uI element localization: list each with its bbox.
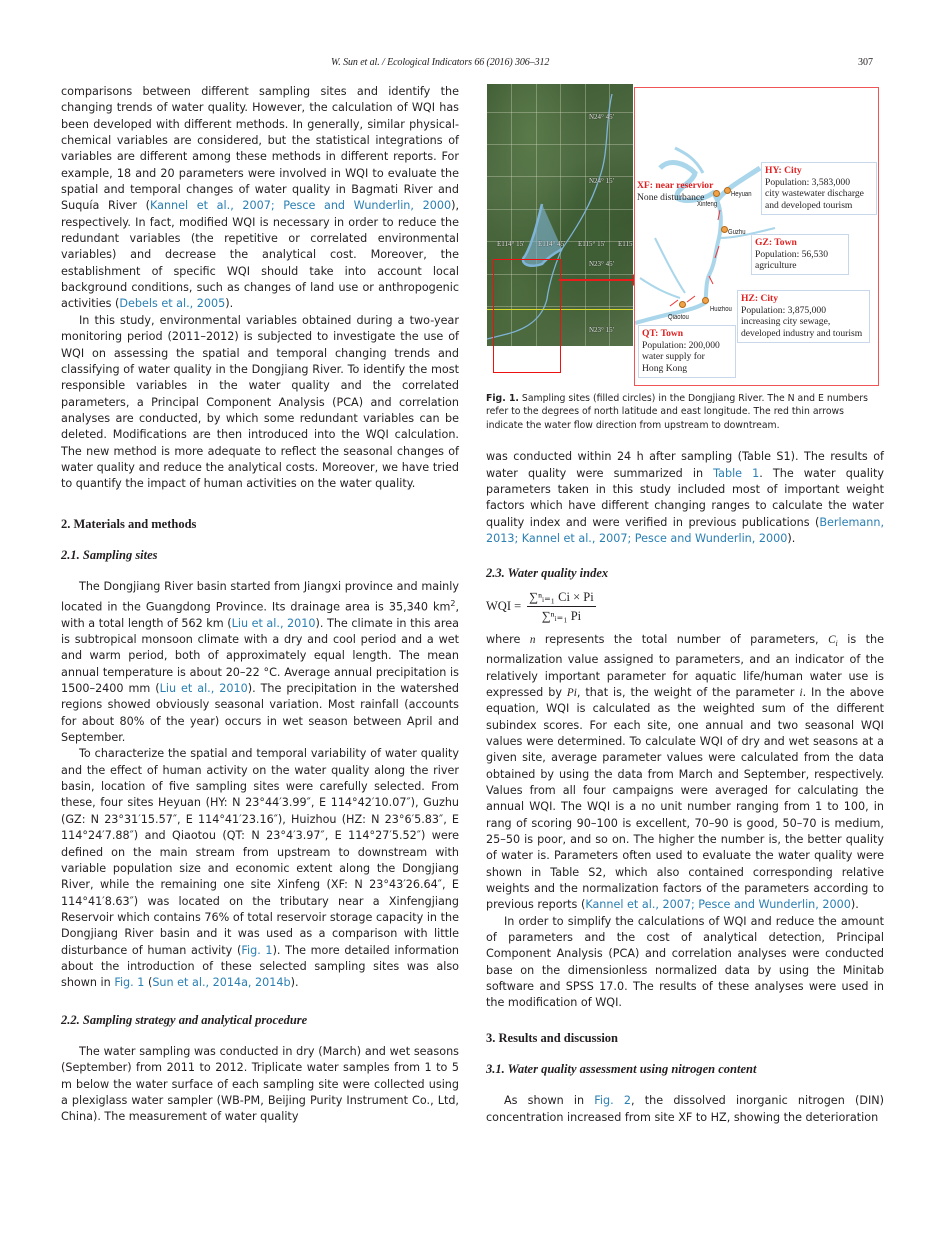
subsection-heading: 2.3. Water quality index [486, 566, 609, 581]
satellite-map-image: N24° 45' N24° 15' E114° 15' E114° 45' E115° 15' E115 N23° 45' N23° 15' [487, 84, 633, 346]
citation-link[interactable]: Debels et al., 2005 [119, 297, 226, 311]
site-box-gz: GZ: Town Population: 56,530 agriculture [751, 234, 849, 275]
wqi-formula: WQI = $\frac{\text{∑ⁿᵢ₌₁ Ci × Pi}}{\text{∑ⁿᵢ₌₁ Pi}}$ [486, 589, 594, 624]
citation-link[interactable]: Kannel et al., 2007; Pesce and Wunderlin, 2000 [149, 199, 452, 213]
right-column [486, 84, 884, 1126]
citation-link[interactable]: Liu et al., 2010 [159, 682, 248, 696]
citation-link[interactable]: Sun et al., 2014a, 2014b [152, 976, 291, 990]
site-box-hz: HZ: City Population: 3,875,000 increasing city sewage, developed industry and tourism [737, 290, 870, 343]
site-dot-qiaotou [679, 301, 686, 308]
subsection-heading: 2.2. Sampling strategy and analytical procedure [61, 1012, 308, 1027]
citation-link[interactable]: Kannel et al., 2007; Pesce and Wunderlin, 2000 [585, 898, 851, 912]
study-area-box [493, 259, 561, 373]
journal-citation: W. Sun et al. / Ecological Indicators 66 (2016) 306–312 [331, 57, 550, 68]
formula-fraction: $\frac{\text{∑ⁿᵢ₌₁ Ci × Pi}}{\text{∑ⁿᵢ₌₁ Pi}}$ [529, 589, 594, 624]
site-box-qt: QT: Town Population: 200,000 water supply for Hong Kong [638, 325, 736, 378]
subsection-heading: 2.1. Sampling sites [61, 547, 158, 562]
citation-link[interactable]: Liu et al., 2010 [231, 616, 316, 630]
site-label-xf: XF: near reservior None disturbance [637, 180, 714, 203]
site-box-hy: HY: City Population: 3,583,000 city wastewater discharge and developed tourism [761, 162, 877, 215]
site-dot-heyuan [724, 187, 731, 194]
paragraph-sampling-sites: To characterize the spatial and temporal variability of water quality and the effect of human activity on the water quality along the river basin, location of five sampling sites were carefully selected. From these, four sites Heyuan (HY: N 23°44′3.99″, E 114°42′10.07″), Guzhu (GZ: N 23°31′15.57″, E 114°41′23.16″), Huizhou (HZ: N 23°6′5.83″, E 114°24′7.88″) and Qiaotou (QT: N 23°4′3.97″, E 114°27′5.52″) were defined on the main stream from upstream to downstream with variable population size and economic extent along the Dongjiang River, while the remaining one site Xinfeng (XF: N 23°43′26.64″, E 114°41′8.63″) was located on the tributary near a Xinfengjiang Reservoir which contains 76% of total reservoir storage capacity in the Dongjiang River basin and it was used as a comparison with little disturbance of human activity (Fig. 1). The more detailed information about the introduction of these selected sampling sites was also shown in Fig. 1 (Sun et al., 2014a, 2014b). [61, 747, 460, 990]
zoom-pointer-arrow [559, 279, 633, 281]
paragraph-study-aim: In this study, environmental variables obtained during a two-year monitoring period (2011–2012) is subjected to investigate the use of WQI on assessing the spatial and temporal changing trends and classifying of water quality in the Dongjiang River. To identify the most responsible variables in the water quality and the correlated parameters, a Principal Component Analysis (PCA) and correlation analyses are conducted, by which some redundant variables can be deleted. Modifications are then introduced into the WQI calculation. The new method is more adequate to reflect the seasonal changes of water quality and reduce the analytical costs. Moreover, we have tried to quantify the impact of human activities on the water quality. [61, 313, 459, 491]
section-heading: 3. Results and discussion [486, 1030, 618, 1045]
paragraph-wqi-definition: where n represents the total number of parameters, $C_i$ is the normalization value assigned to parameters, and an indicator of the relatively important parameter for aquatic life/human water use is expressed by Pi, that is, the weight of the parameter i. In the above equation, WQI is calculated as the weighted sum of the different subindex scores. For each site, one annual and two seasonal WQI values were determined. To calculate WQI of dry and wet seasons at a given site, average parameter values were calculated from the data obtained by using the data from March and September, respectively. Values from all four campaigns were averaged for calculating the annual WQI. The WQI is a no unit number ranging from 1 to 100, in rang of scoring 90–100 is excellent, 70–90 is good, 50–70 is medium, 25–50 is poor, and so on. The higher the number is, the better quality of water is. Parameters often used to evaluate the water quality were shown in Table S2, which also contained corresponding relative weights and the normalization factors of the parameters according to previous reports (Kannel et al., 2007; Pesce and Wunderlin, 2000). [486, 632, 885, 912]
site-dot-guzhu [721, 226, 728, 233]
paragraph-measurement: was conducted within 24 h after sampling (Table S1). The results of water quality were summarized in Table 1. The water quality parameters taken in this study included most of important weight factors which have different changing ranges to calculate the water quality index and were verified in previous publications (Berlemann, 2013; Kannel et al., 2007; Pesce and Wunderlin, 2000). [486, 450, 885, 545]
site-dot-xinfeng [713, 190, 720, 197]
paragraph-pca: In order to simplify the calculations of WQI and reduce the amount of parameters and the cost of analytical detection, Principal Component Analysis (PCA) and correlation analyses were conducted base on the dimensionless normalized data by using the Minitab software and SPSS 17.0. The results of these analyses were used in the modification of WQI. [486, 914, 884, 1010]
sampling-site-detail-panel: Xinfeng Heyuan Guzhu Huizhou Qiaotou XF: near reservior None disturbance HY: City Population: 3,583,000 city wastewater discharge and developed tourism GZ: Town Population: 56,530 agriculture HZ: City Population: 3,875,000 increasing city sewage, developed industry and tourism QT: Town Population: 200,000 water supply for Hong Kong [634, 87, 879, 386]
citation-link[interactable]: Berlemann, 2013; Kannel et al., 2007; Pesce and Wunderlin, 2000 [486, 515, 884, 545]
left-column [61, 84, 459, 1126]
paragraph-nitrogen: As shown in Fig. 2, the dissolved inorganic nitrogen (DIN) concentration increased from site XF to HZ, showing the deterioration [486, 1094, 884, 1124]
subsection-heading: 3.1. Water quality assessment using nitrogen content [486, 1062, 757, 1077]
table-link[interactable]: Table 1 [713, 466, 760, 480]
figure-link[interactable]: Fig. 2 [594, 1094, 632, 1108]
figure-1-map [487, 84, 878, 386]
figure-link[interactable]: Fig. 1 [241, 943, 273, 957]
page-number: 307 [858, 57, 873, 68]
paragraph-river-basin: The Dongjiang River basin started from Jiangxi province and mainly located in the Guangdong Province. Its drainage area is 35,340 $km^2$, with a total length of 562 km (Liu et al., 2010). The climate in this area is subtropical monsoon climate with a dry and cool period and a wet and warm period, both of approximately equal length. The mean annual temperature is about 20–22 °C. Average annual precipitation is 1500–2400 mm (Liu et al., 2010). The precipitation in the watershed regions showed obviously seasonal variation. Most rainfall (accounts for about 80% of the year) occurs in wet season between April and September. [61, 580, 460, 745]
figure-link[interactable]: Fig. 1 [114, 976, 145, 990]
site-dot-huizhou [702, 297, 709, 304]
section-heading: 2. Materials and methods [61, 516, 197, 531]
paragraph-sampling-strategy: The water sampling was conducted in dry (March) and wet seasons (September) from 2011 to 2012. Triplicate water samples from 1 to 5 m below the water surface of each sampling site were collected using a plexiglass water sampler (WB-PM, Beijing Purity Instrument Co., Ltd, China). The measurement of water quality [61, 1044, 459, 1124]
paragraph-wqi-methods: comparisons between different sampling sites and identify the changing trends of water quality. However, the calculation of WQI has been developed with different methods. In generally, similar physical-chemical variables are considered, but the statistical integrations of variables are different among these methods in different reports. For example, 18 and 20 parameters were involved in WQI to evaluate the spatial and temporal changes of water quality in Bagmati River and Suquía River (Kannel et al., 2007; Pesce and Wunderlin, 2000), respectively. In fact, modified WQI is necessary in order to reduce the redundant variables (the repetitive or correlated environmental variables) and decrease the analytical cost. Moreover, the establishment of specific WQI should take into account local background conditions, such as changes of land use or anthropogenic activities (Debels et al., 2005). [61, 85, 459, 311]
figure-1-caption: Fig. 1. Sampling sites (filled circles) in the Dongjiang River. The N and E numbers refer to the degrees of north latitude and east longitude. The red thin arrows indicate the water flow direction from upstream to downtream. [486, 393, 868, 431]
